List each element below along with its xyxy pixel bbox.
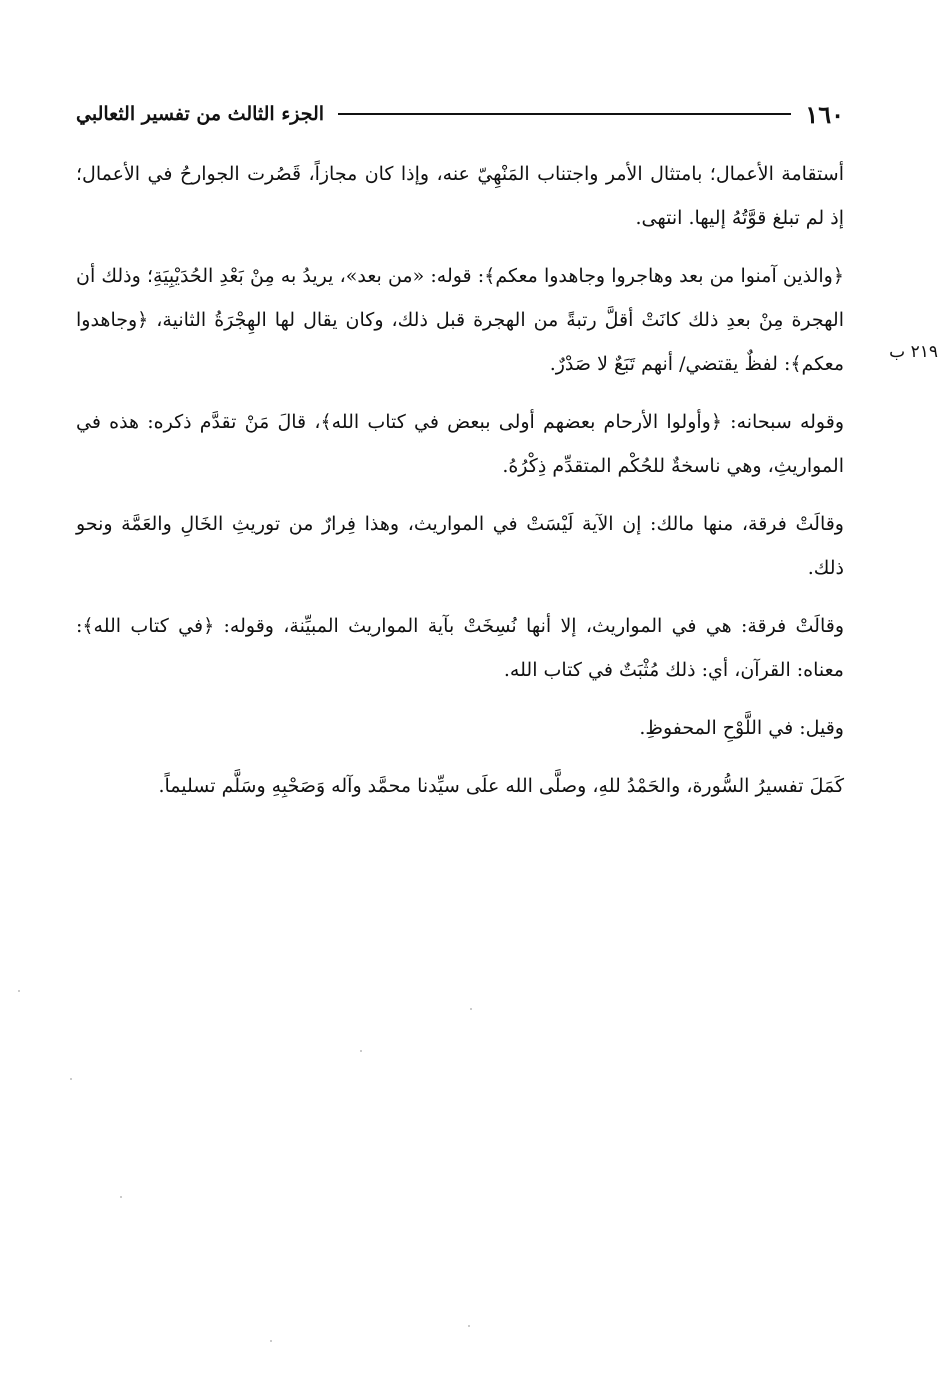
paragraph-5: وقالَتْ فرقة: هي في المواريث، إلا أنها نُسِخَتْ بآية المواريث المبيِّنة، وقوله: ﴿في كتاب الله﴾: معناه: القرآن، أي: ذلك مُثْبَتٌ في كتاب الله. <box>76 615 844 681</box>
scan-speck <box>120 1196 122 1198</box>
scan-speck <box>70 1078 72 1080</box>
page-number: ١٦٠ <box>805 99 844 129</box>
scan-speck <box>270 1340 272 1342</box>
page-header <box>76 96 844 132</box>
paragraph-4: وقالَتْ فرقة، منها مالك: إن الآية لَيْسَتْ في المواريث، وهذا فِرارٌ من توريثِ الخَالِ والعَمَّة ونحو ذلك. <box>76 513 844 579</box>
paragraph-3: وقوله سبحانه: ﴿وأولوا الأرحام بعضهم أولى ببعض في كتاب الله﴾، قالَ مَنْ تقدَّم ذكره: هذه في المواريثِ، وهي ناسخةٌ للحُكْم المتقدِّم ذِكْرُهُ. <box>76 411 844 477</box>
paragraph-1: أستقامة الأعمال؛ بامتثال الأمر واجتناب المَنْهِيّ عنه، وإذا كان مجازاً، قَصُرت الجوارحُ في الأعمال؛ إذ لم تبلغ قوَّتُهُ إليها. انتهى. <box>76 163 844 229</box>
paragraph-2: ﴿والذين آمنوا من بعد وهاجروا وجاهدوا معكم﴾: قوله: «من بعد»، يريدُ به مِنْ بَعْدِ الحُدَيْبِيَةِ؛ وذلك أن الهجرة مِنْ بعدِ ذلك كانَتْ أقلَّ رتبةً من الهجرة قبل ذلك، وكان يقال لها الهِجْرَةُ الثانية، ﴿وجاهدوا معكم﴾: لفظٌ يقتضي/ أنهم تَبَعٌ لا صَدْرٌ. <box>76 265 844 375</box>
paragraph-6: وقيل: في اللَّوْحِ المحفوظِ. <box>639 717 844 739</box>
scan-speck <box>468 1325 470 1327</box>
scan-speck <box>360 1050 362 1052</box>
running-title: الجزء الثالث من تفسير الثعالبي <box>76 103 325 125</box>
scan-speck <box>18 990 20 992</box>
body-text <box>76 152 844 822</box>
scan-speck <box>470 1008 472 1010</box>
manuscript-folio-note: ٢١٩ ب <box>889 342 938 362</box>
paragraph-7: كَمَلَ تفسيرُ السُّورة، والحَمْدُ للهِ، وصلَّى الله علَى سيِّدنا محمَّد وآله وَصَحْبِهِ وسَلَّم تسليماً. <box>158 775 844 797</box>
header-rule <box>338 113 791 115</box>
